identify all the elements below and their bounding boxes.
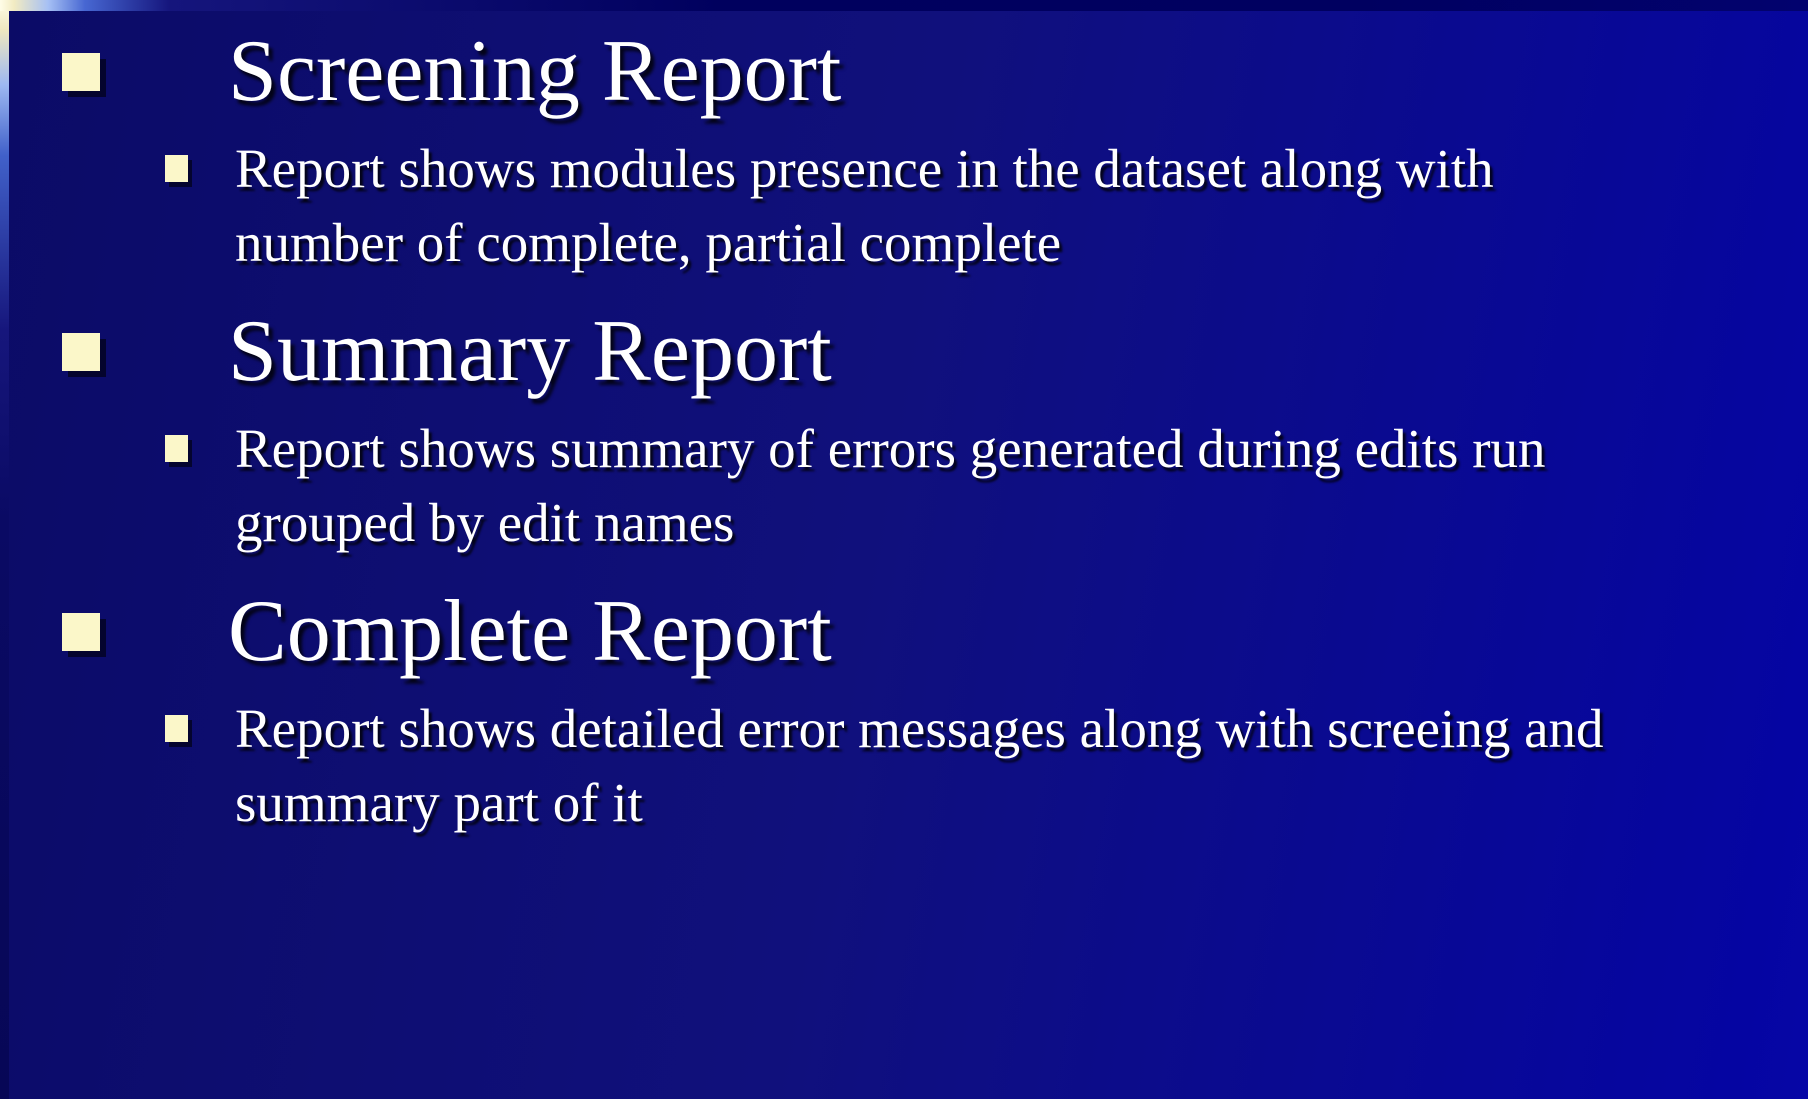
heading-row (0, 18, 1808, 126)
section-body (235, 132, 1494, 280)
square-bullet-icon (62, 613, 100, 651)
section-complete-report (0, 578, 1808, 840)
section-body (235, 412, 1546, 560)
body-row (0, 692, 1808, 840)
body-line: number of complete, partial complete (235, 212, 1062, 273)
slide-border-top (0, 0, 1808, 11)
square-sub-bullet-icon (165, 435, 188, 462)
heading-row (0, 578, 1808, 686)
section-summary-report (0, 298, 1808, 560)
heading-row (0, 298, 1808, 406)
body-row (0, 132, 1808, 280)
section-screening-report (0, 18, 1808, 280)
body-line: Report shows detailed error messages along with screeing and (235, 698, 1604, 759)
square-bullet-icon (62, 333, 100, 371)
square-sub-bullet-icon (165, 155, 188, 182)
body-row (0, 412, 1808, 560)
square-sub-bullet-icon (165, 715, 188, 742)
section-title: Summary Report (228, 303, 832, 400)
slide-border-left (0, 0, 9, 1099)
body-line: Report shows summary of errors generated during edits run (235, 418, 1546, 479)
body-line: Report shows modules presence in the dataset along with (235, 138, 1494, 199)
section-title: Screening Report (228, 23, 842, 120)
body-line: grouped by edit names (235, 492, 735, 553)
section-title: Complete Report (228, 583, 832, 680)
section-body (235, 692, 1604, 840)
square-bullet-icon (62, 53, 100, 91)
body-line: summary part of it (235, 772, 643, 833)
